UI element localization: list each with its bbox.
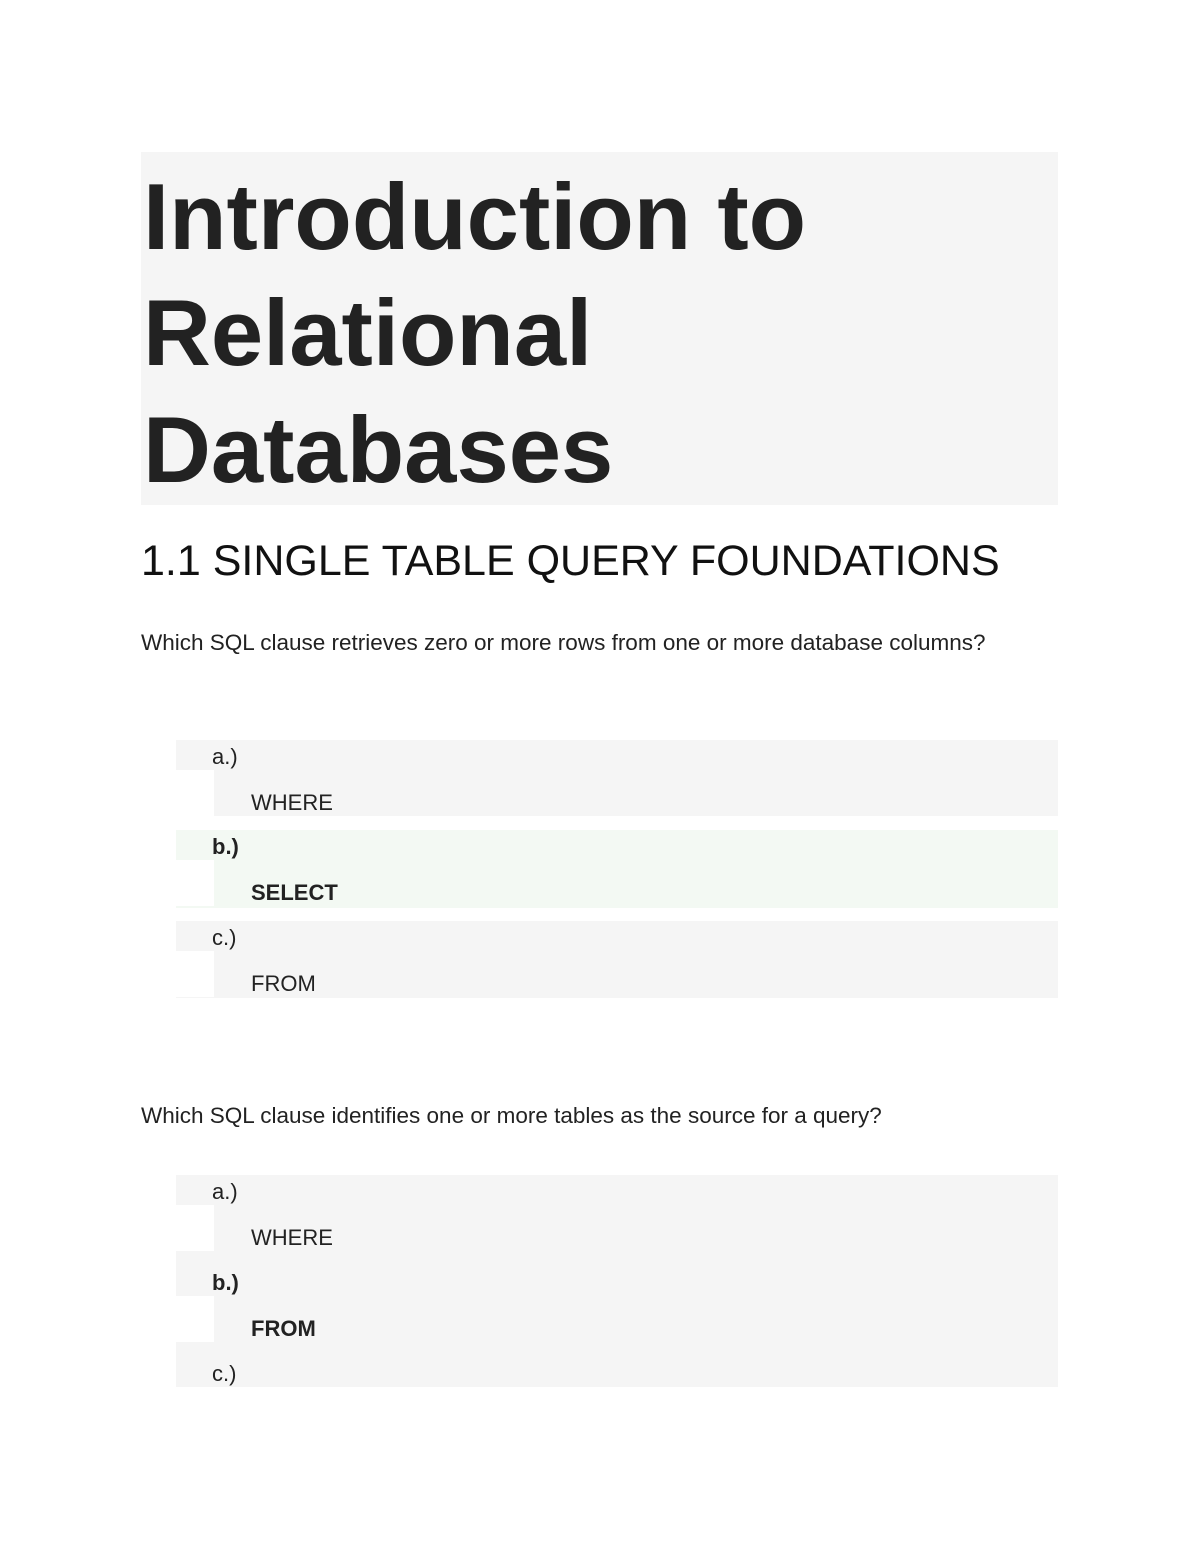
option-letter: b.) bbox=[212, 834, 239, 859]
option-letter: a.) bbox=[212, 1179, 238, 1204]
question-2-text: Which SQL clause identifies one or more tables as the source for a query? bbox=[141, 1103, 882, 1128]
question-1-text: Which SQL clause retrieves zero or more rows from one or more database columns? bbox=[141, 630, 986, 655]
option-answer: FROM bbox=[251, 971, 316, 996]
option-answer: WHERE bbox=[251, 1225, 333, 1250]
question-2-option-a[interactable] bbox=[176, 1175, 1058, 1251]
option-indent bbox=[176, 951, 214, 997]
title-line-2: Relational bbox=[143, 280, 593, 385]
option-indent bbox=[176, 860, 214, 906]
title-line-3: Databases bbox=[143, 397, 614, 502]
question-2-option-b[interactable] bbox=[176, 1266, 1058, 1342]
option-answer: WHERE bbox=[251, 790, 333, 815]
question-1-option-a[interactable] bbox=[176, 740, 1058, 816]
option-letter: c.) bbox=[212, 1361, 237, 1386]
option-indent bbox=[176, 770, 214, 816]
question-2-options-block bbox=[176, 1175, 1058, 1387]
title-line-1: Introduction to bbox=[143, 164, 807, 269]
question-1-option-b[interactable] bbox=[176, 830, 1058, 908]
question-2-option-c[interactable] bbox=[176, 1357, 1058, 1387]
option-answer: SELECT bbox=[251, 880, 338, 905]
option-letter: c.) bbox=[212, 925, 237, 950]
option-answer: FROM bbox=[251, 1316, 316, 1341]
question-1-option-c[interactable] bbox=[176, 921, 1058, 998]
section-heading: 1.1 SINGLE TABLE QUERY FOUNDATIONS bbox=[141, 537, 1000, 585]
option-letter: b.) bbox=[212, 1270, 239, 1295]
option-letter: a.) bbox=[212, 744, 238, 769]
title-block bbox=[141, 152, 1058, 505]
